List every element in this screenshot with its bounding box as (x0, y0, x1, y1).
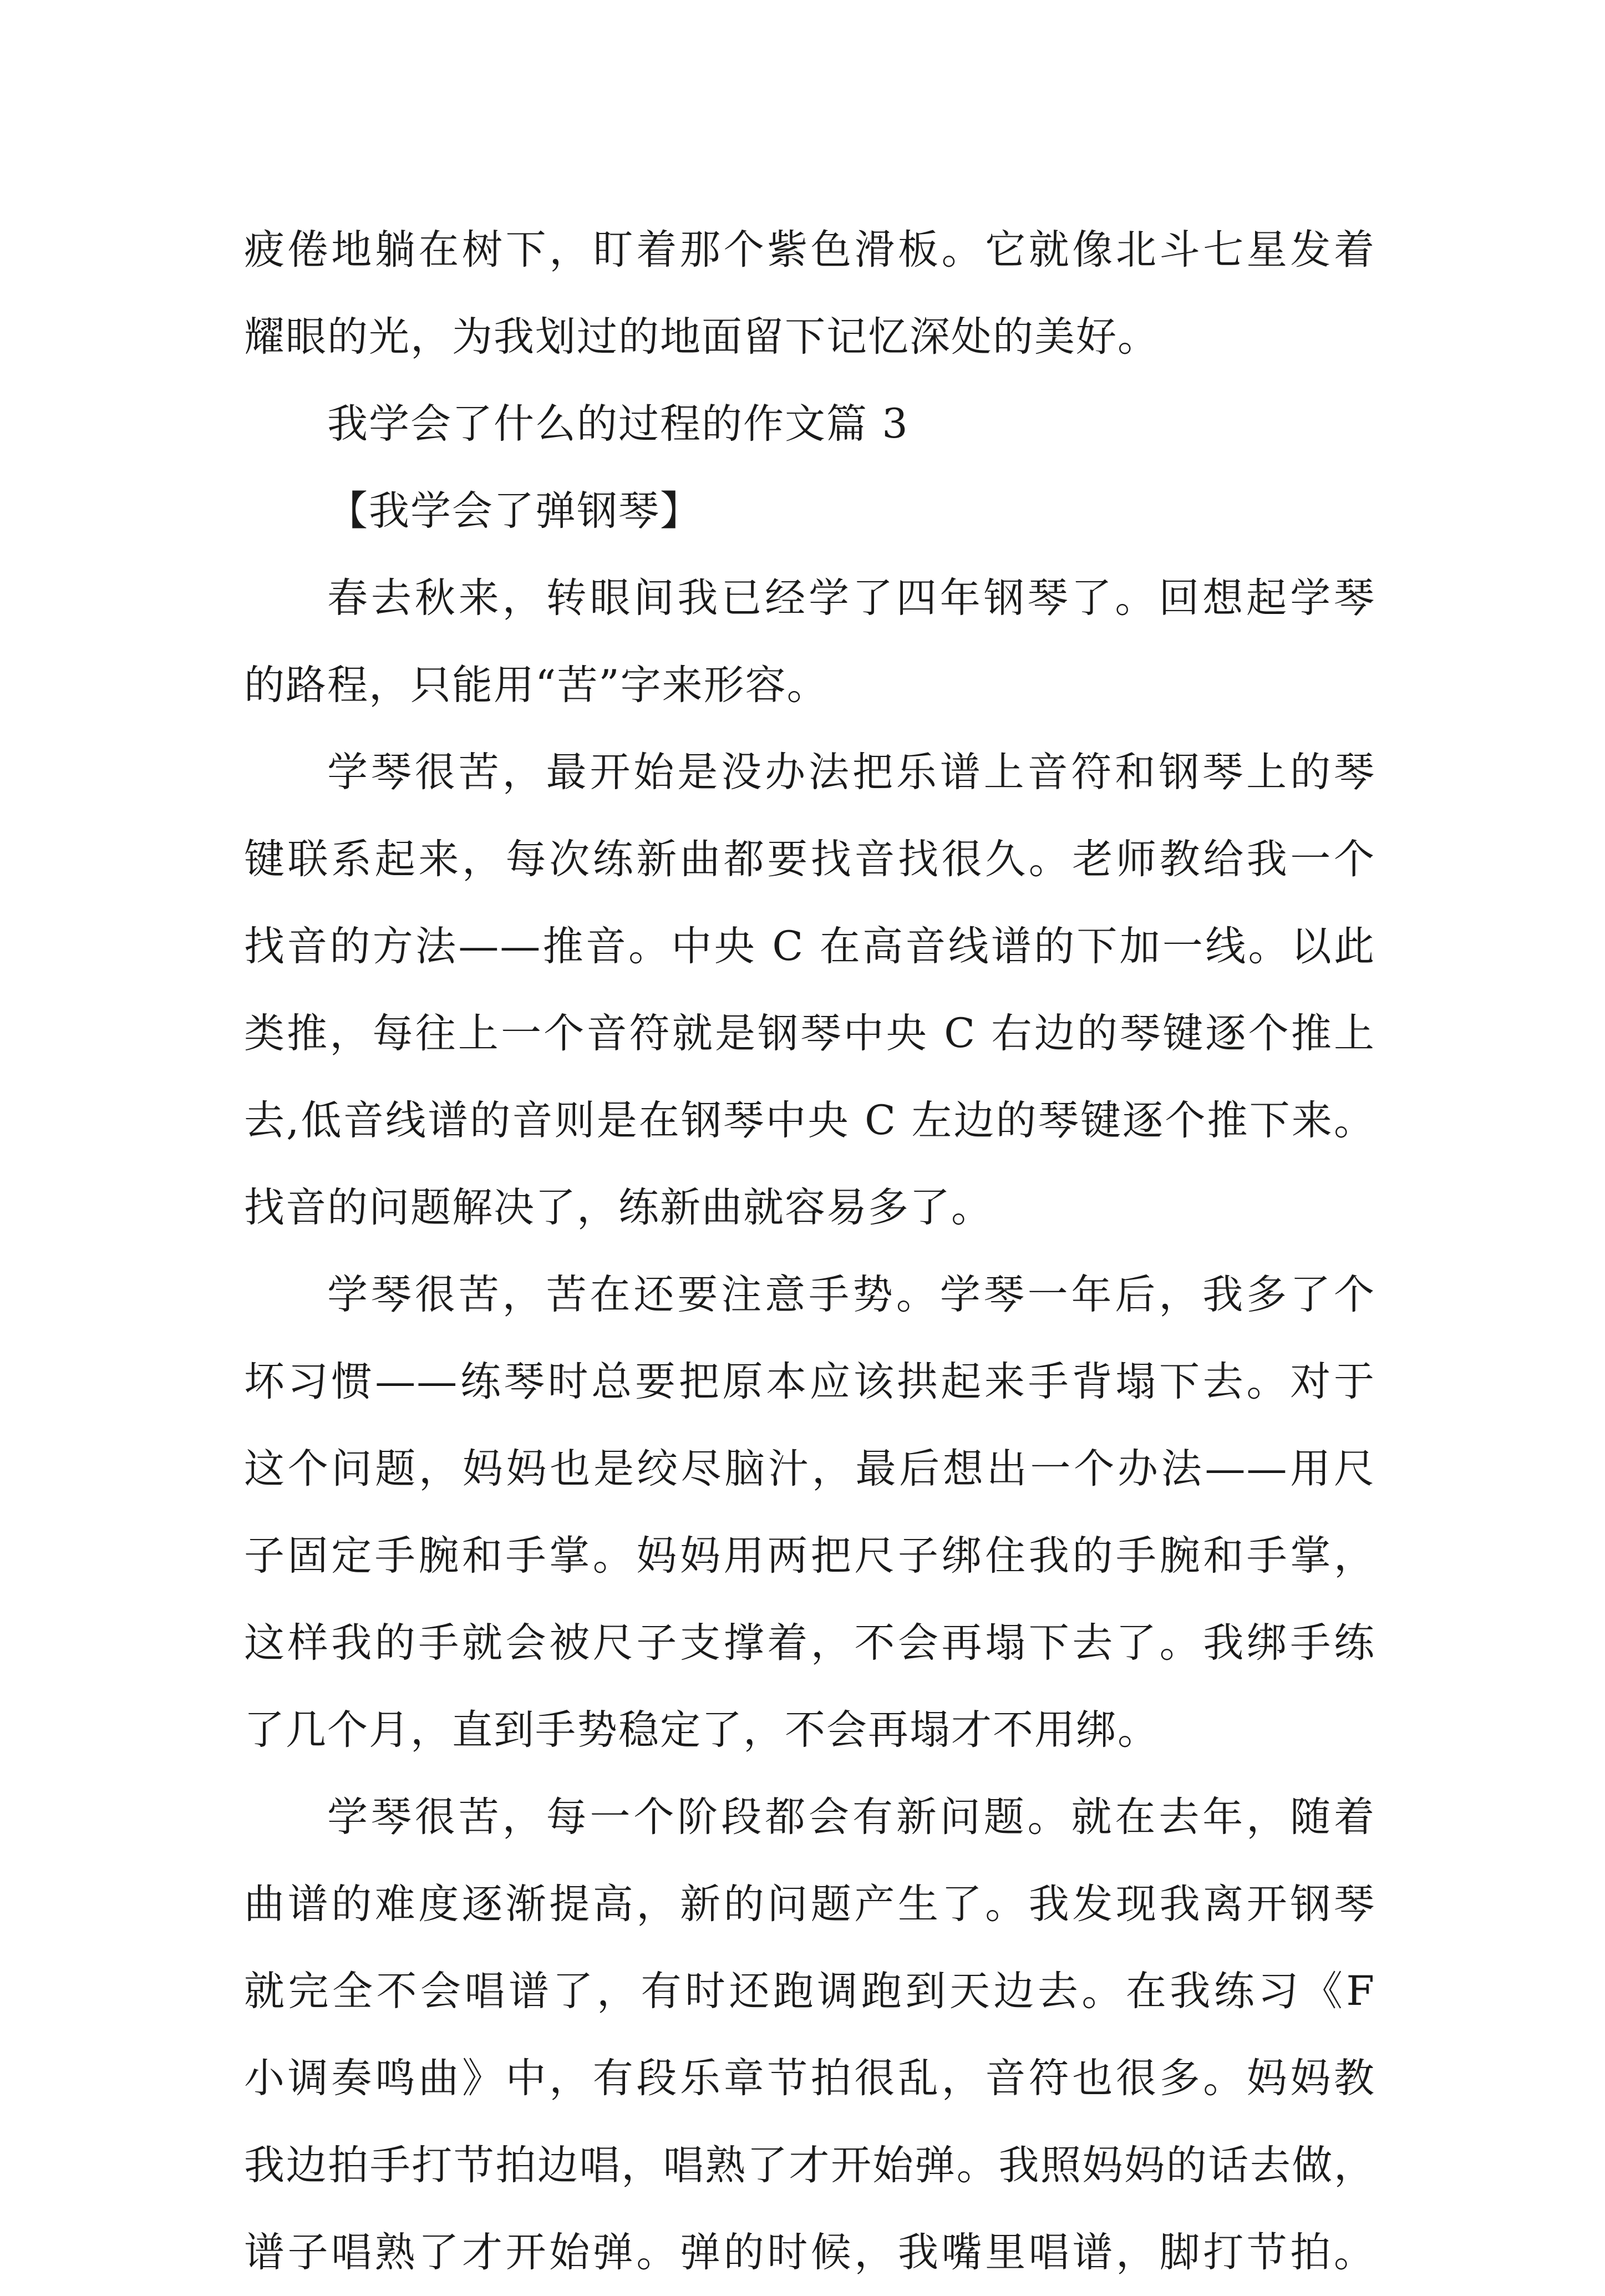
text-line: 这样我的手就会被尺子支撑着，不会再塌下去了。我绑手练 (244, 1619, 1375, 1667)
text-line: 去,低音线谱的音则是在钢琴中央 C 左边的琴键逐个推下来。 (244, 1097, 1375, 1144)
text-line: 就完全不会唱谱了，有时还跑调跑到天边去。在我练习《F (244, 1968, 1375, 2015)
text-line: 我学会了什么的过程的作文篇 3 (327, 400, 909, 448)
text-line: 类推，每往上一个音符就是钢琴中央 C 右边的琴键逐个推上 (244, 1010, 1375, 1057)
text-line: 这个问题，妈妈也是绞尽脑汁，最后想出一个办法——用尺 (244, 1445, 1375, 1492)
text-line: 子固定手腕和手掌。妈妈用两把尺子绑住我的手腕和手掌， (244, 1532, 1375, 1579)
text-line: 找音的问题解决了，练新曲就容易多了。 (244, 1184, 993, 1231)
text-line: 学琴很苦，苦在还要注意手势。学琴一年后，我多了个 (327, 1271, 1375, 1318)
text-line: 春去秋来，转眼间我已经学了四年钢琴了。回想起学琴 (327, 575, 1375, 622)
text-line: 耀眼的光，为我划过的地面留下记忆深处的美好。 (244, 313, 1159, 360)
document-body (244, 206, 1375, 2296)
text-line: 的路程，只能用“苦”字来形容。 (244, 662, 829, 709)
text-line: 学琴很苦，最开始是没办法把乐谱上音符和钢琴上的琴 (327, 749, 1375, 796)
text-line: 谱子唱熟了才开始弹。弹的时候，我嘴里唱谱，脚打节拍。 (244, 2229, 1375, 2276)
text-line: 小调奏鸣曲》中，有段乐章节拍很乱，音符也很多。妈妈教 (244, 2055, 1375, 2102)
text-line: 坏习惯——练琴时总要把原本应该拱起来手背塌下去。对于 (244, 1358, 1375, 1405)
text-line: 了几个月，直到手势稳定了，不会再塌才不用绑。 (244, 1706, 1159, 1754)
text-line: 学琴很苦，每一个阶段都会有新问题。就在去年，随着 (327, 1794, 1375, 1841)
text-line: 我边拍手打节拍边唱，唱熟了才开始弹。我照妈妈的话去做， (244, 2142, 1375, 2189)
text-line: 疲倦地躺在树下，盯着那个紫色滑板。它就像北斗七星发着 (244, 226, 1375, 273)
text-line: 【我学会了弹钢琴】 (327, 487, 702, 535)
text-line: 曲谱的难度逐渐提高，新的问题产生了。我发现我离开钢琴 (244, 1881, 1375, 1928)
text-line: 找音的方法——推音。中央 C 在高音线谱的下加一线。以此 (244, 923, 1375, 970)
text-line: 键联系起来，每次练新曲都要找音找很久。老师教给我一个 (244, 836, 1375, 883)
